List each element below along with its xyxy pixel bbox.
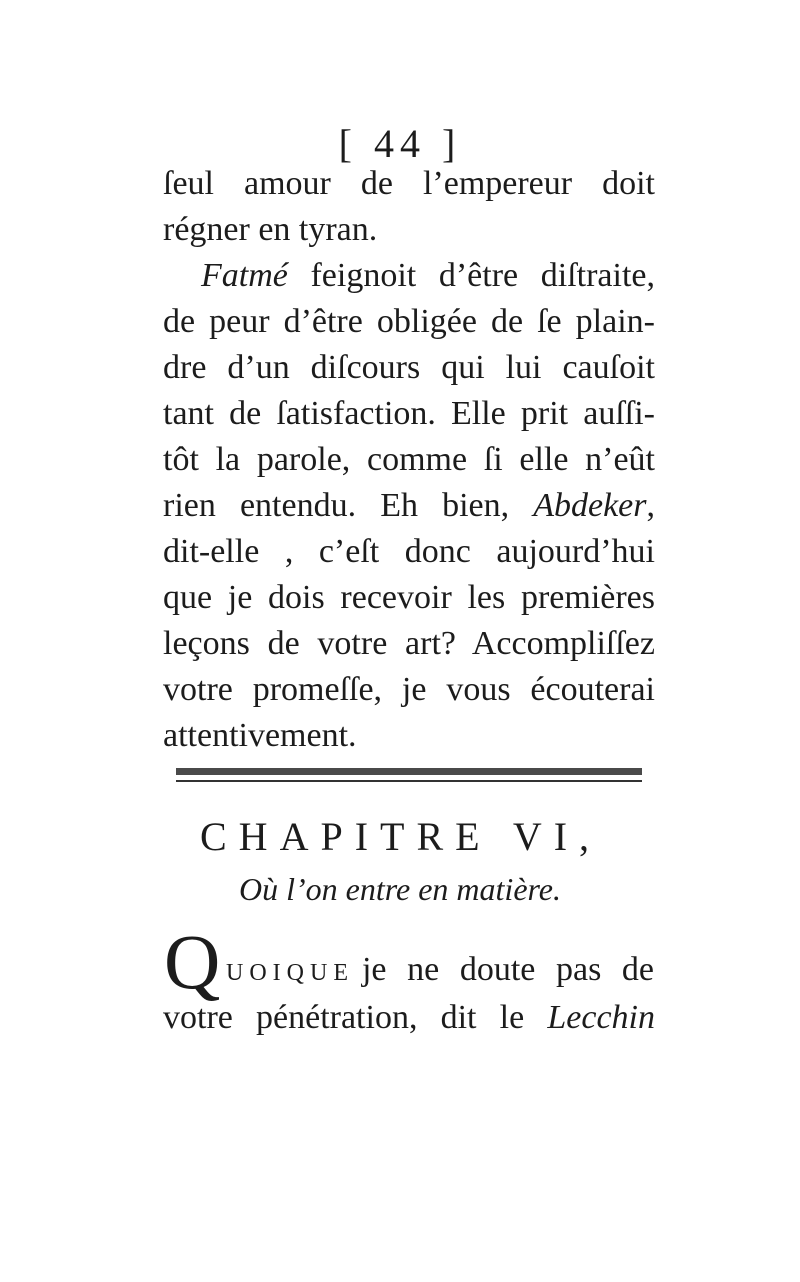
text-line: votre promeſſe, je vous écouterai	[163, 671, 655, 708]
text-line: tant de ſatisfaction. Elle prit auſſi-	[163, 395, 655, 432]
chapter-heading: CHAPITRE VI,	[200, 814, 602, 859]
page-number: [ 44 ]	[338, 121, 462, 166]
text-fragment: votre pénétration, dit le	[163, 999, 548, 1036]
text-line: ſeul amour de l’empereur doit	[163, 165, 655, 202]
character-name: Abdeker	[533, 487, 647, 524]
divider-rule	[176, 780, 642, 782]
text-line	[163, 484, 655, 528]
text-line: attentivement.	[163, 717, 357, 754]
text-fragment: rien entendu. Eh bien,	[163, 487, 534, 524]
text-fragment: ,	[646, 487, 655, 524]
drop-cap: Q	[164, 918, 221, 1005]
chapter-subtitle: Où l’on entre en matière.	[239, 871, 561, 907]
text-line: leçons de votre art? Accompliſſez	[163, 625, 655, 662]
text-fragment: je ne doute pas de	[361, 951, 654, 988]
text-line	[226, 948, 654, 995]
small-caps-word: UOIQUE	[226, 960, 354, 986]
text-line: tôt la parole, comme ſi elle n’eût	[163, 441, 655, 478]
character-name: Fatmé	[201, 257, 288, 294]
text-line: que je dois recevoir les premières	[163, 579, 655, 616]
character-name: Lecchin	[547, 999, 655, 1036]
text-fragment: feignoit d’être diſtraite,	[287, 257, 655, 294]
text-line: régner en tyran.	[163, 211, 378, 248]
text-line: de peur d’être obligée de ſe plain-	[163, 303, 655, 340]
text-line	[163, 996, 655, 1040]
ornamental-rule	[176, 768, 642, 775]
text-line	[201, 254, 655, 298]
text-line: dre d’un diſcours qui lui cauſoit	[163, 349, 655, 386]
text-line: dit-elle , c’eſt donc aujourd’hui	[163, 533, 655, 570]
